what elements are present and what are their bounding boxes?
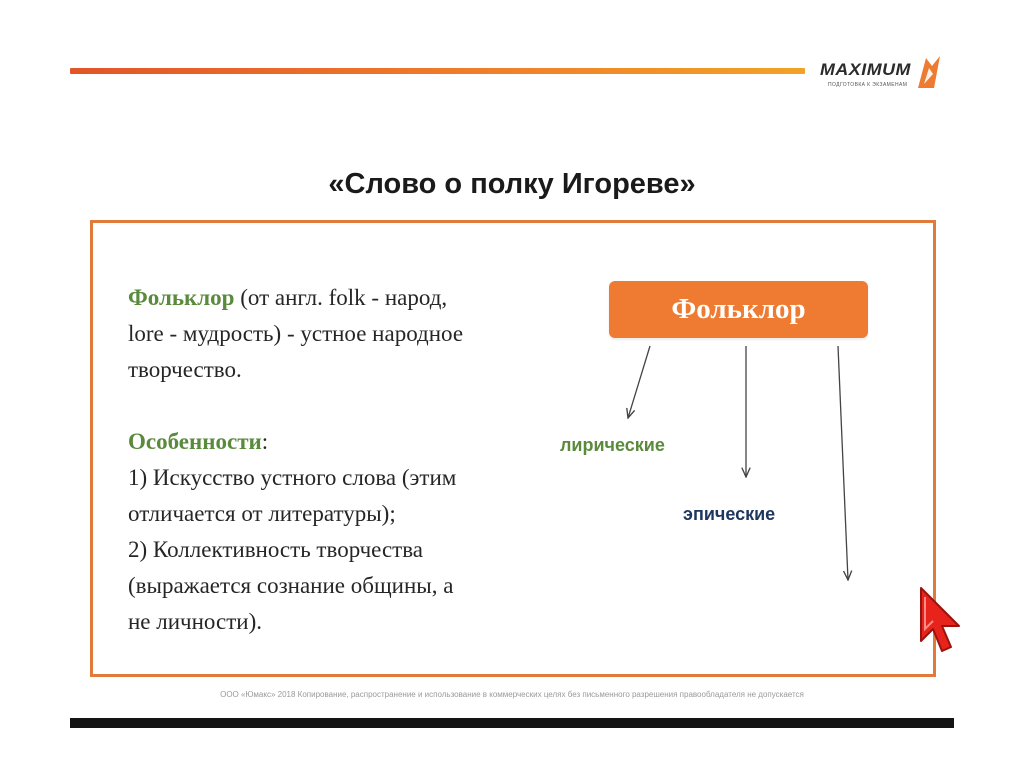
definition-etymology: (от англ. folk - народ, — [234, 285, 448, 310]
folklore-root-box: Фольклор — [609, 281, 868, 338]
feature-line-4: (выражается сознание общины, а — [128, 573, 454, 598]
slide-title: «Слово о полку Игореве» — [328, 168, 696, 200]
branch-label-lyric: лирические — [560, 435, 665, 455]
arrow-to-lyric — [628, 346, 650, 418]
definition-line-3: творчество. — [128, 357, 242, 382]
footer-bar — [70, 718, 954, 728]
feature-line-3: 2) Коллективность творчества — [128, 537, 423, 562]
copyright-note: ООО «Юмакс» 2018 Копирование, распространение и использование в коммерческих целях без письменного разрешения правообладателя не допускается — [220, 690, 804, 699]
pointer-cursor-icon — [918, 585, 962, 655]
feature-line-5: не личности). — [128, 609, 262, 634]
logo-tagline: ПОДГОТОВКА К ЭКЗАМЕНАМ — [828, 82, 908, 88]
feature-line-1: 1) Искусство устного слова (этим — [128, 465, 457, 490]
features-heading: Особенности — [128, 429, 262, 454]
definition-line-2: lore - мудрость) - устное народное — [128, 321, 464, 346]
feature-line-2: отличается от литературы); — [128, 501, 396, 526]
features-heading-colon: : — [261, 429, 269, 454]
arrow-to-third-branch — [838, 346, 848, 580]
definition-term: Фольклор — [128, 285, 235, 310]
branch-label-epic: эпические — [683, 504, 776, 524]
logo-wordmark: MAXIMUM — [820, 60, 911, 79]
